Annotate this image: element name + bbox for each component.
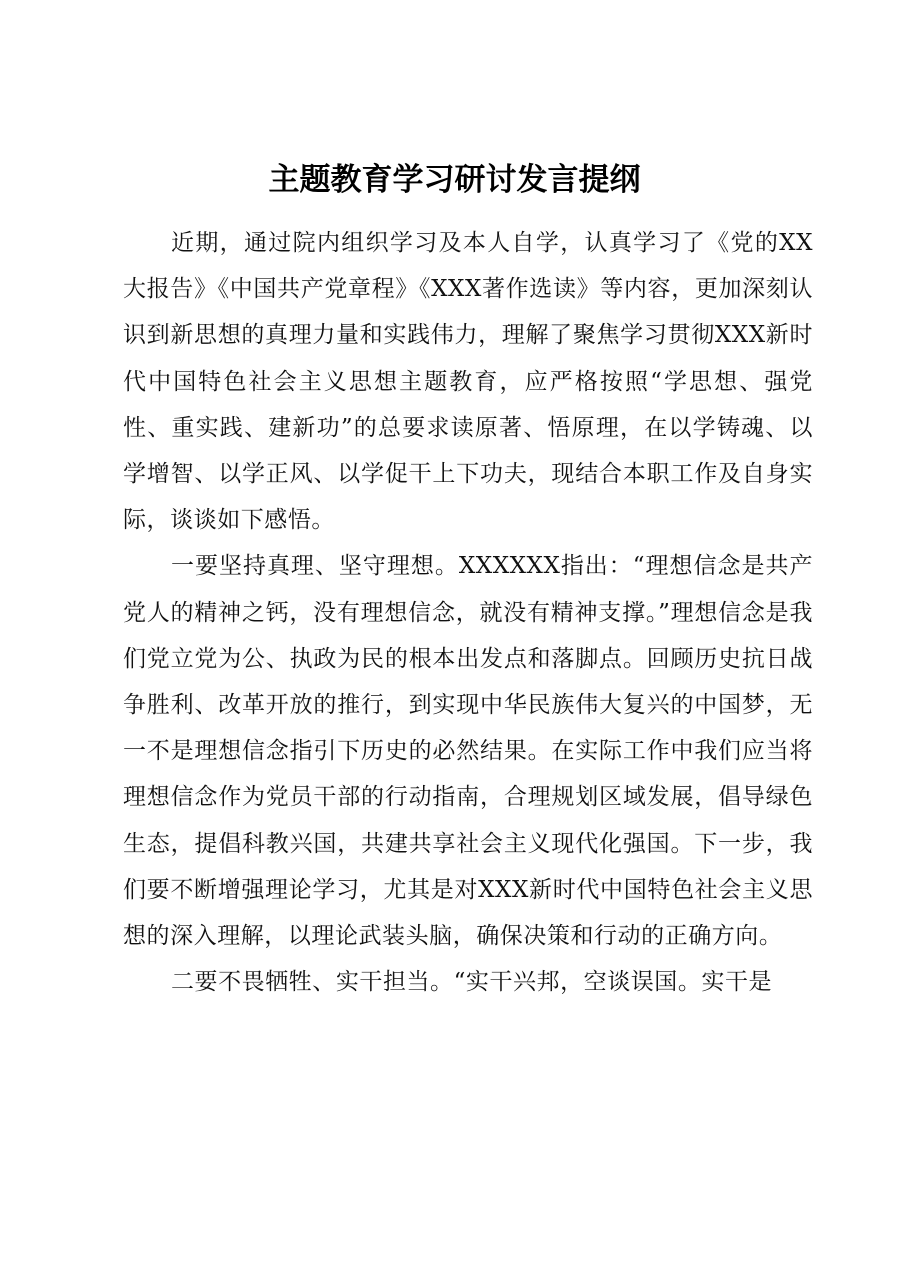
paragraph-intro: 近期，通过院内组织学习及本人自学，认真学习了《党的XX大报告》《中国共产党章程》《XXX著作选读》等内容，更加深刻认识到新思想的真理力量和实践伟力，理解了聚焦学习贯彻XXX新时代中国特色社会主义思想主题教育，应严格按照“学思想、强党性、重实践、建新功”的总要求读原著、悟原理，在以学铸魂、以学增智、以学正风、以学促干上下功夫，现结合本职工作及自身实际，谈谈如下感悟。 (123, 230, 813, 534)
document-body (123, 220, 813, 1005)
paragraph-point-two: 二要不畏牺牲、实干担当。“实干兴邦，空谈误国。实干是 (171, 969, 773, 996)
paragraph-point-one: 一要坚持真理、坚守理想。XXXXXX指出：“理想信念是共产党人的精神之钙，没有理想信念，就没有精神支撑。”理想信念是我们党立党为公、执政为民的根本出发点和落脚点。回顾历史抗日战争胜利、改革开放的推行，到实现中华民族伟大复兴的中国梦，无一不是理想信念指引下历史的必然结果。在实际工作中我们应当将理想信念作为党员干部的行动指南，合理规划区域发展，倡导绿色生态，提倡科教兴国，共建共享社会主义现代化强国。下一步，我们要不断增强理论学习，尤其是对XXX新时代中国特色社会主义思想的深入理解，以理论武装头脑，确保决策和行动的正确方向。 (123, 553, 813, 950)
document-title: 主题教育学习研讨发言提纲 (268, 162, 641, 198)
